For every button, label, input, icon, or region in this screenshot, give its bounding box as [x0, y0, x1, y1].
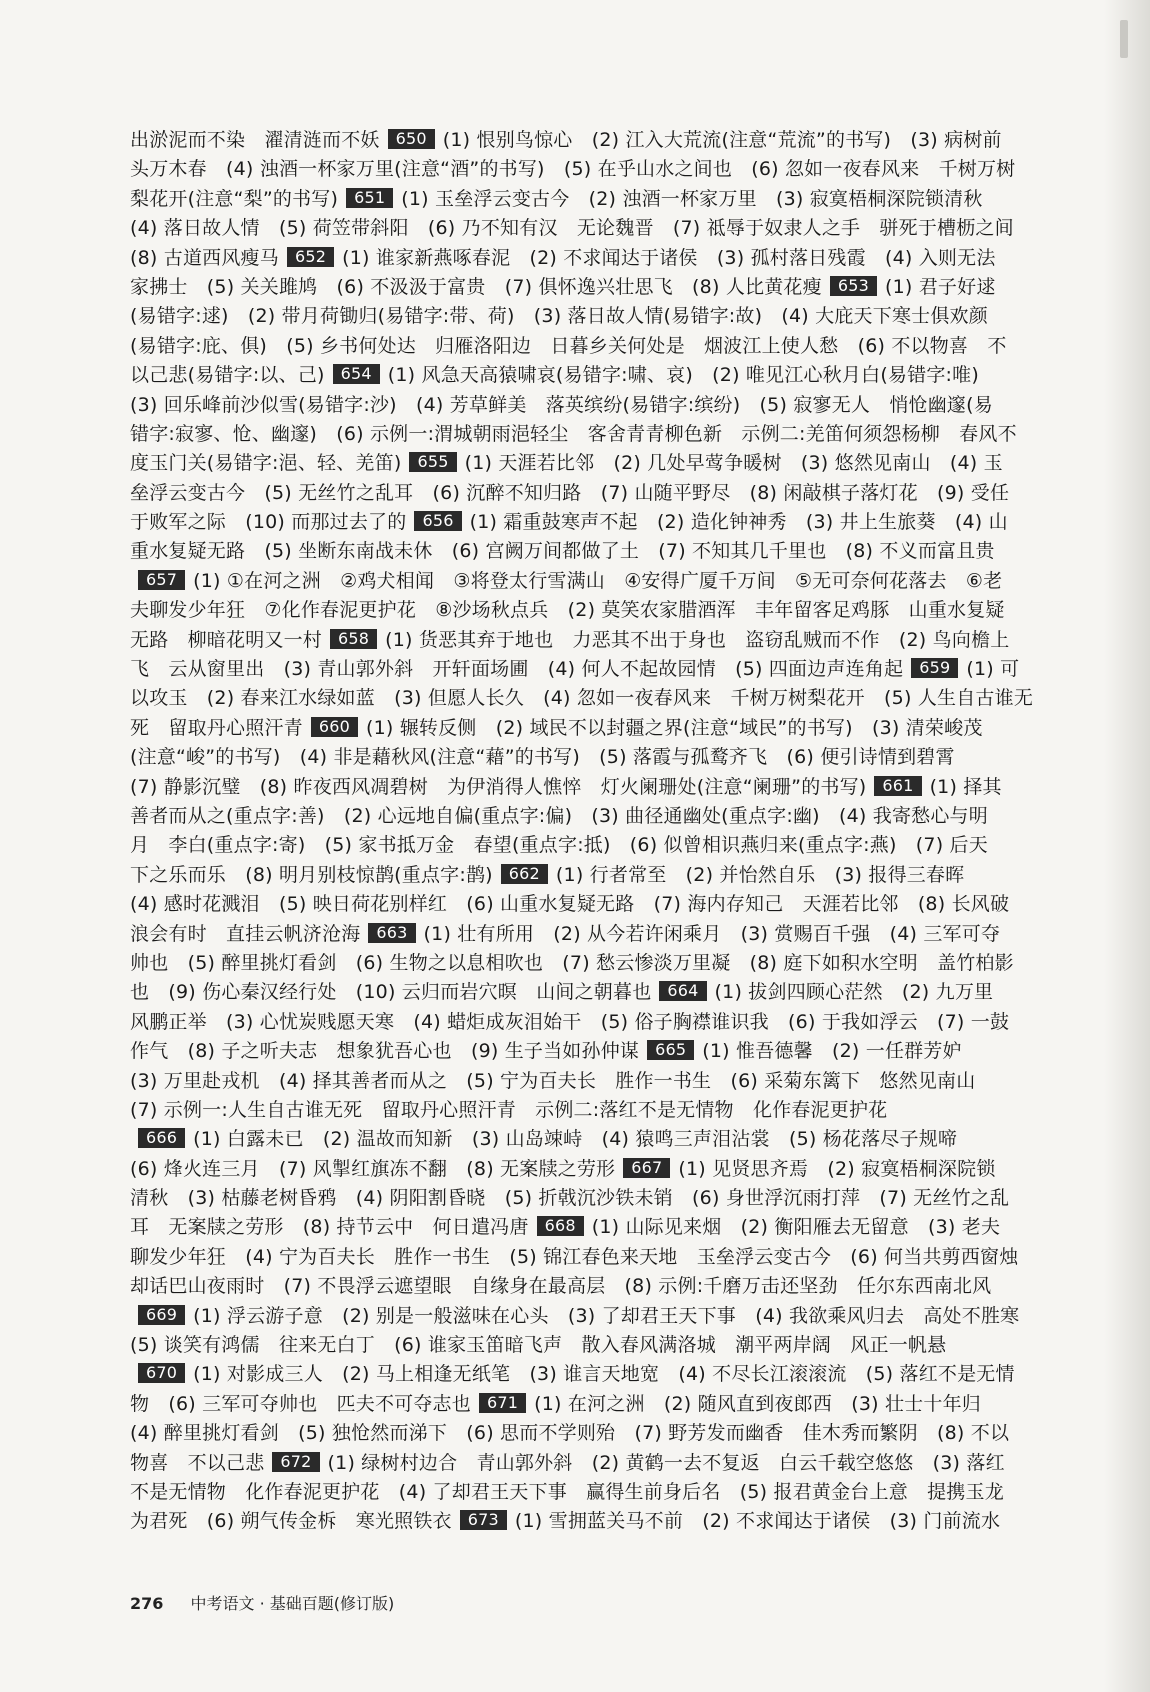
- answer-text: (8) 古道西风瘦马: [130, 246, 279, 269]
- text-line: [130, 1184, 1082, 1213]
- question-number-badge: 666: [138, 1128, 185, 1148]
- answer-text: 无路 柳暗花明又一村: [130, 628, 323, 651]
- answer-text: (3) 回乐峰前沙似雪(易错字:沙) (4) 芳草鲜美 落英缤纷(易错字:缤纷) (5) 寂寥无人 悄怆幽邃(易: [130, 393, 993, 416]
- text-line: [130, 626, 1082, 655]
- question-number-badge: 671: [479, 1393, 526, 1413]
- answer-text: 善者而从之(重点字:善) (2) 心远地自偏(重点字:偏) (3) 曲径通幽处(重点字:幽) (4) 我寄愁心与明: [130, 804, 988, 827]
- question-number-badge: 653: [830, 276, 877, 296]
- page-edge-shadow: [1104, 0, 1150, 1692]
- text-line: [130, 332, 1082, 361]
- answer-text: 夫聊发少年狂 ⑦化作春泥更护花 ⑧沙场秋点兵 (2) 莫笑农家腊酒浑 丰年留客足鸡豚 山重水复疑: [130, 599, 1005, 622]
- text-line: [130, 1360, 1082, 1389]
- answer-text: (6) 烽火连三月 (7) 风掣红旗冻不翻 (8) 无案牍之劳形: [130, 1157, 616, 1180]
- text-line: [130, 1008, 1082, 1037]
- question-number-badge: 650: [388, 129, 435, 149]
- answer-text: (1) 见贤思齐焉 (2) 寂寞梧桐深院锁: [678, 1157, 996, 1180]
- text-line: [130, 1067, 1082, 1096]
- answer-text: (1) 对影成三人 (2) 马上相逢无纸笔 (3) 谁言天地宽 (4) 不尽长江滚滚流 (5) 落红不是无情: [193, 1363, 1015, 1386]
- question-number-badge: 656: [414, 511, 461, 531]
- text-line: [130, 861, 1082, 890]
- answer-text: 物 (6) 三军可夺帅也 匹夫不可夺志也: [130, 1392, 471, 1415]
- text-line: [130, 1507, 1082, 1536]
- text-line: [130, 1331, 1082, 1360]
- answer-text: 耳 无案牍之劳形 (8) 持节云中 何日遣冯唐: [130, 1216, 529, 1239]
- answer-text: (7) 静影沉璧 (8) 昨夜西风凋碧树 为伊消得人憔悴 灯火阑珊处(注意“阑珊”的书写): [130, 775, 867, 798]
- answer-text: (1) 择其: [929, 775, 1002, 798]
- text-line: [130, 1390, 1082, 1419]
- answer-text: 头万木春 (4) 浊酒一杯家万里(注意“酒”的书写) (5) 在乎山水之间也 (6) 忽如一夜春风来 千树万树: [130, 158, 1016, 181]
- text-line: [130, 479, 1082, 508]
- question-number-badge: 651: [346, 188, 393, 208]
- answer-text: 以己悲(易错字:以、己): [130, 364, 325, 387]
- text-line: [130, 714, 1082, 743]
- page-footer: [130, 1591, 394, 1614]
- answer-text: (1) 风急天高猿啸哀(易错字:啸、哀) (2) 唯见江心秋月白(易错字:唯): [387, 364, 979, 387]
- answer-text: 出淤泥而不染 濯清涟而不妖: [130, 129, 380, 151]
- answer-text: (1) 辗转反侧 (2) 域民不以封疆之界(注意“域民”的书写) (3) 清荣峻茂: [365, 716, 983, 739]
- answer-text: 以攻玉 (2) 春来江水绿如蓝 (3) 但愿人长久 (4) 忽如一夜春风来 千树万树梨花开 (5) 人生自古谁无: [130, 687, 1034, 710]
- text-line: [130, 155, 1082, 184]
- text-line: [130, 743, 1082, 772]
- text-line: [130, 1125, 1082, 1154]
- text-line: [130, 1478, 1082, 1507]
- question-number-badge: 665: [647, 1040, 694, 1060]
- text-line: [130, 1037, 1082, 1066]
- answer-text: 物喜 不以己悲: [130, 1451, 265, 1474]
- text-line: [130, 1302, 1082, 1331]
- question-number-badge: 660: [311, 717, 358, 737]
- text-line: [130, 1155, 1082, 1184]
- answer-text: 月 李白(重点字:寄) (5) 家书抵万金 春望(重点字:抵) (6) 似曾相识燕归来(重点字:燕) (7) 后天: [130, 834, 988, 857]
- answer-text: (4) 感时花溅泪 (5) 映日荷花别样红 (6) 山重水复疑无路 (7) 海内存知己 天涯若比邻 (8) 长风破: [130, 893, 1010, 916]
- answer-text: 重水复疑无路 (5) 坐断东南战未休 (6) 宫阙万间都做了土 (7) 不知其几千里也 (8) 不义而富且贵: [130, 540, 995, 563]
- text-line: [130, 1213, 1082, 1242]
- text-line: [130, 596, 1082, 625]
- answer-text: (4) 落日故人情 (5) 荷笠带斜阳 (6) 乃不知有汉 无论魏晋 (7) 祗辱于奴隶人之手 骈死于槽枥之间: [130, 217, 1014, 240]
- text-line: [130, 567, 1082, 596]
- text-line: [130, 126, 1082, 155]
- text-line: [130, 978, 1082, 1007]
- text-line: [130, 449, 1082, 478]
- text-line: [130, 1096, 1082, 1125]
- answer-text: (易错字:庇、俱) (5) 乡书何处达 归雁洛阳边 日暮乡关何处是 烟波江上使人愁 (6) 不以物喜 不: [130, 334, 1007, 357]
- answer-text: 帅也 (5) 醉里挑灯看剑 (6) 生物之以息相吹也 (7) 愁云惨淡万里凝 (8) 庭下如积水空明 盖竹柏影: [130, 951, 1014, 974]
- text-line: [130, 1243, 1082, 1272]
- answer-text: 为君死 (6) 朔气传金柝 寒光照铁衣: [130, 1510, 452, 1533]
- text-line: [130, 391, 1082, 420]
- answer-text: (1) 可: [966, 658, 1020, 681]
- question-number-badge: 668: [537, 1216, 584, 1236]
- question-number-badge: 654: [333, 364, 380, 384]
- answer-text-body: [130, 126, 1082, 1537]
- book-title: 中考语文 · 基础百题(修订版): [190, 1594, 395, 1613]
- text-line: [130, 831, 1082, 860]
- answer-text: (1) 谁家新燕啄春泥 (2) 不求闻达于诸侯 (3) 孤村落日残霞 (4) 入则无法: [342, 246, 996, 269]
- text-line: [130, 302, 1082, 331]
- answer-text: (1) 浮云游子意 (2) 别是一般滋味在心头 (3) 了却君王天下事 (4) 我欲乘风归去 高处不胜寒: [193, 1304, 1020, 1327]
- question-number-badge: 662: [501, 864, 548, 884]
- answer-text: (1) 霜重鼓寒声不起 (2) 造化钟神秀 (3) 井上生旅葵 (4) 山: [469, 511, 1008, 534]
- text-line: [130, 273, 1082, 302]
- question-number-badge: 652: [287, 247, 334, 267]
- question-number-badge: 663: [368, 923, 415, 943]
- text-line: [130, 214, 1082, 243]
- answer-text: 下之乐而乐 (8) 明月别枝惊鹊(重点字:鹊): [130, 863, 493, 886]
- answer-text: (易错字:逑) (2) 带月荷锄归(易错字:带、荷) (3) 落日故人情(易错字:故) (4) 大庇天下寒士俱欢颜: [130, 305, 988, 328]
- text-line: [130, 1272, 1082, 1301]
- answer-text: (1) ①在河之洲 ②鸡犬相闻 ③将登太行雪满山 ④安得广厦千万间 ⑤无可奈何花落去 ⑥老: [193, 569, 1003, 592]
- question-number-badge: 667: [623, 1158, 670, 1178]
- question-number-badge: 658: [330, 629, 377, 649]
- answer-text: (1) 天涯若比邻 (2) 几处早莺争暖树 (3) 悠然见南山 (4) 玉: [464, 452, 1003, 475]
- answer-text: (注意“峻”的书写) (4) 非是藉秋风(注意“藉”的书写) (5) 落霞与孤鹜齐飞 (6) 便引诗情到碧霄: [130, 746, 955, 769]
- answer-text: 风鹏正举 (3) 心忧炭贱愿天寒 (4) 蜡炬成灰泪始干 (5) 俗子胸襟谁识我 (6) 于我如浮云 (7) 一鼓: [130, 1010, 1010, 1033]
- text-line: [130, 920, 1082, 949]
- text-line: [130, 185, 1082, 214]
- answer-text: 垒浮云变古今 (5) 无丝竹之乱耳 (6) 沉醉不知归路 (7) 山随平野尽 (8) 闲敲棋子落灯花 (9) 受任: [130, 481, 1010, 504]
- text-line: [130, 508, 1082, 537]
- question-number-badge: 670: [138, 1363, 185, 1383]
- answer-text: 清秋 (3) 枯藤老树昏鸦 (4) 阴阳割昏晓 (5) 折戟沉沙铁未销 (6) 身世浮沉雨打萍 (7) 无丝竹之乱: [130, 1187, 1010, 1210]
- answer-text: 飞 云从窗里出 (3) 青山郭外斜 开轩面场圃 (4) 何人不起故园情 (5) 四面边声连角起: [130, 658, 904, 681]
- answer-text: 却话巴山夜雨时 (7) 不畏浮云遮望眼 自缘身在最高层 (8) 示例:千磨万击还坚劲 任尔东西南北风: [130, 1275, 992, 1298]
- text-line: [130, 949, 1082, 978]
- text-line: [130, 802, 1082, 831]
- answer-text: (1) 惟吾德馨 (2) 一任群芳妒: [702, 1040, 962, 1063]
- answer-text: (3) 万里赴戎机 (4) 择其善者而从之 (5) 宁为百夫长 胜作一书生 (6) 采菊东篱下 悠然见南山: [130, 1069, 976, 1092]
- answer-text: (1) 绿树村边合 青山郭外斜 (2) 黄鹤一去不复返 白云千载空悠悠 (3) 落红: [327, 1451, 1005, 1474]
- answer-text: (1) 行者常至 (2) 并怡然自乐 (3) 报得三春晖: [555, 863, 965, 886]
- answer-text: 作气 (8) 子之听夫志 想象犹吾心也 (9) 生子当如孙仲谋: [130, 1040, 640, 1063]
- question-number-badge: 664: [659, 981, 706, 1001]
- text-line: [130, 655, 1082, 684]
- answer-text: 不是无情物 化作春泥更护花 (4) 了却君王天下事 赢得生前身后名 (5) 报君黄金台上意 提携玉龙: [130, 1480, 1004, 1503]
- answer-text: 错字:寂寥、怆、幽邃) (6) 示例一:渭城朝雨浥轻尘 客舍青青柳色新 示例二:羌笛何须怨杨柳 春风不: [130, 422, 1017, 445]
- question-number-badge: 657: [138, 570, 185, 590]
- answer-text: 聊发少年狂 (4) 宁为百夫长 胜作一书生 (5) 锦江春色来天地 玉垒浮云变古今 (6) 何当共剪西窗烛: [130, 1245, 1019, 1268]
- answer-text: (1) 壮有所用 (2) 从今若许闲乘月 (3) 赏赐百千强 (4) 三军可夺: [423, 922, 1001, 945]
- answer-text: 死 留取丹心照汗青: [130, 716, 303, 739]
- text-line: [130, 420, 1082, 449]
- binding-mark: [1120, 20, 1128, 58]
- answer-text: (5) 谈笑有鸿儒 往来无白丁 (6) 谁家玉笛暗飞声 散入春风满洛城 潮平两岸阔 风正一帆悬: [130, 1334, 947, 1357]
- answer-text: 度玉门关(易错字:浥、轻、羌笛): [130, 452, 402, 475]
- answer-text: (1) 白露未已 (2) 温故而知新 (3) 山岛竦峙 (4) 猿鸣三声泪沾裳 (5) 杨花落尽子规啼: [193, 1128, 958, 1151]
- answer-text: (1) 在河之洲 (2) 随风直到夜郎西 (3) 壮士十年归: [534, 1392, 981, 1415]
- question-number-badge: 659: [911, 658, 958, 678]
- text-line: [130, 244, 1082, 273]
- answer-text: (1) 雪拥蓝关马不前 (2) 不求闻达于诸侯 (3) 门前流水: [514, 1510, 1001, 1533]
- text-line: [130, 1419, 1082, 1448]
- text-line: [130, 361, 1082, 390]
- answer-text: (1) 玉垒浮云变古今 (2) 浊酒一杯家万里 (3) 寂寞梧桐深院锁清秋: [401, 187, 983, 210]
- answer-text: (1) 恨别鸟惊心 (2) 江入大荒流(注意“荒流”的书写) (3) 病树前: [442, 129, 1002, 151]
- text-line: [130, 1449, 1082, 1478]
- question-number-badge: 655: [409, 452, 456, 472]
- question-number-badge: 673: [460, 1510, 507, 1530]
- answer-text: (1) 货恶其弃于地也 力恶其不出于身也 盗窃乱贼而不作 (2) 鸟向檐上: [385, 628, 1010, 651]
- text-line: [130, 890, 1082, 919]
- answer-text: (7) 示例一:人生自古谁无死 留取丹心照汗青 示例二:落红不是无情物 化作春泥更护花: [130, 1098, 888, 1121]
- question-number-badge: 669: [138, 1305, 185, 1325]
- answer-text: 浪会有时 直挂云帆济沧海: [130, 922, 361, 945]
- question-number-badge: 672: [272, 1452, 319, 1472]
- question-number-badge: 661: [874, 776, 921, 796]
- answer-text: (4) 醉里挑灯看剑 (5) 独怆然而涕下 (6) 思而不学则殆 (7) 野芳发而幽香 佳木秀而繁阴 (8) 不以: [130, 1422, 1010, 1445]
- answer-text: (1) 山际见来烟 (2) 衡阳雁去无留意 (3) 老夫: [591, 1216, 1001, 1239]
- answer-text: 家拂士 (5) 关关雎鸠 (6) 不汲汲于富贵 (7) 俱怀逸兴壮思飞 (8) 人比黄花瘦: [130, 275, 822, 298]
- text-line: [130, 684, 1082, 713]
- answer-text: (1) 拔剑四顾心茫然 (2) 九万里: [714, 981, 994, 1004]
- text-line: [130, 773, 1082, 802]
- text-line: [130, 537, 1082, 566]
- page-number: 276: [130, 1594, 164, 1613]
- answer-text: (1) 君子好逑: [884, 275, 996, 298]
- answer-text: 也 (9) 伤心秦汉经行处 (10) 云归而岩穴暝 山间之朝暮也: [130, 981, 652, 1004]
- answer-text: 梨花开(注意“梨”的书写): [130, 187, 339, 210]
- answer-text: 于败军之际 (10) 而那过去了的: [130, 511, 407, 534]
